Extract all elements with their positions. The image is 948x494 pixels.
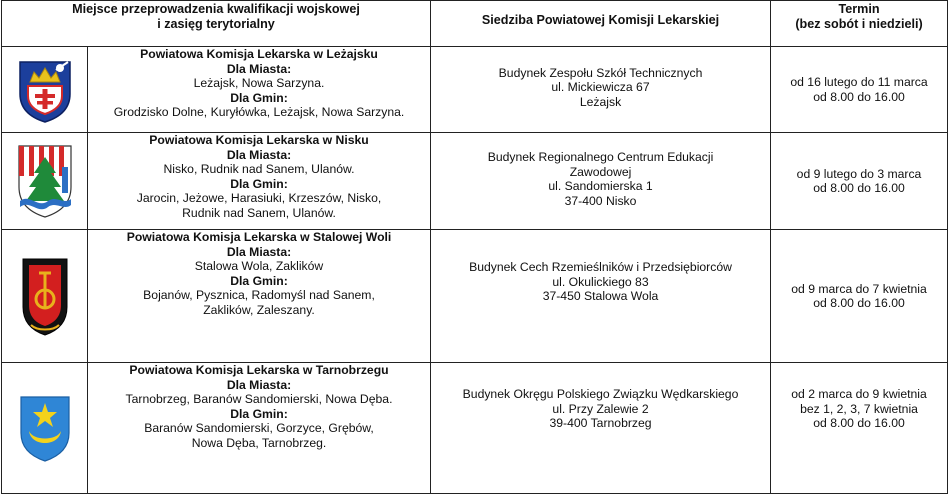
- nisko-coat-of-arms-icon: [16, 143, 74, 219]
- stalowa-wola-coat-of-arms-icon: [17, 255, 73, 337]
- qualification-cell: [88, 363, 431, 494]
- cities-list: Stalowa Wola, Zaklików: [194, 259, 324, 273]
- qualification-cell: [88, 230, 431, 363]
- qualification-cell: [88, 133, 431, 230]
- communes-list: Zaklików, Zaleszany.: [203, 302, 315, 317]
- commission-schedule-table: [1, 0, 948, 494]
- seat-cell: Budynek Okręgu Polskiego Związku Wędkarskiego ul. Przy Zalewie 2 39-400 Tarnobrzeg: [431, 363, 771, 494]
- term-cell: od 9 lutego do 3 marca od 8.00 do 16.00: [771, 133, 948, 230]
- qualification-cell: [88, 47, 431, 133]
- tarnobrzeg-coat-of-arms-icon: [17, 393, 73, 463]
- seat-cell: Budynek Regionalnego Centrum Edukacji Zawodowej ul. Sandomierska 1 37-400 Nisko: [431, 133, 771, 230]
- communes-list: Jarocin, Jeżowe, Harasiuki, Krzeszów, Nisko,: [136, 191, 382, 205]
- emblem-cell: [2, 363, 88, 494]
- cities-label: Dla Miasta:: [226, 61, 292, 76]
- emblem-cell: [2, 230, 88, 363]
- seat-cell: Budynek Zespołu Szkół Technicznych ul. Mickiewicza 67 Leżajsk: [431, 47, 771, 133]
- communes-label: Dla Gmin:: [230, 90, 288, 105]
- emblem-cell: [2, 47, 88, 133]
- header-seat: Siedziba Powiatowej Komisji Lekarskiej: [431, 1, 771, 47]
- commission-name: Powiatowa Komisja Lekarska w Leżajsku: [140, 47, 378, 61]
- cities-list: Tarnobrzeg, Baranów Sandomierski, Nowa Dęba.: [125, 392, 393, 406]
- table-row: [2, 363, 948, 494]
- lezajsk-coat-of-arms-icon: [16, 56, 74, 124]
- term-cell: od 2 marca do 9 kwietnia bez 1, 2, 3, 7 kwietnia od 8.00 do 16.00: [771, 363, 948, 494]
- term-cell: od 9 marca do 7 kwietnia od 8.00 do 16.00: [771, 230, 948, 363]
- communes-list: Bojanów, Pysznica, Radomyśl nad Sanem,: [143, 288, 375, 302]
- table-row: [2, 230, 948, 363]
- commission-name: Powiatowa Komisja Lekarska w Stalowej Woli: [126, 230, 392, 244]
- commission-name: Powiatowa Komisja Lekarska w Nisku: [149, 133, 369, 147]
- communes-label: Dla Gmin:: [230, 406, 288, 421]
- header-row: [2, 1, 948, 47]
- header-term: Termin (bez sobót i niedzieli): [771, 1, 948, 47]
- cities-label: Dla Miasta:: [226, 147, 292, 162]
- communes-list: Grodzisko Dolne, Kuryłówka, Leżajsk, Nowa Sarzyna.: [113, 105, 405, 119]
- communes-list: Nowa Dęba, Tarnobrzeg.: [191, 435, 327, 450]
- term-cell: od 16 lutego do 11 marca od 8.00 do 16.00: [771, 47, 948, 133]
- emblem-cell: [2, 133, 88, 230]
- cities-list: Nisko, Rudnik nad Sanem, Ulanów.: [163, 162, 355, 176]
- communes-list: Rudnik nad Sanem, Ulanów.: [182, 205, 336, 220]
- cities-list: Leżajsk, Nowa Sarzyna.: [193, 76, 325, 90]
- table-row: [2, 47, 948, 133]
- communes-label: Dla Gmin:: [230, 176, 288, 191]
- table-row: [2, 133, 948, 230]
- cities-label: Dla Miasta:: [226, 244, 292, 259]
- commission-name: Powiatowa Komisja Lekarska w Tarnobrzegu: [129, 363, 389, 377]
- header-qualification: Miejsce przeprowadzenia kwalifikacji wojskowej i zasięg terytorialny: [2, 1, 431, 47]
- cities-label: Dla Miasta:: [226, 377, 292, 392]
- seat-cell: Budynek Cech Rzemieślników i Przedsiębiorców ul. Okulickiego 83 37-450 Stalowa Wola: [431, 230, 771, 363]
- communes-label: Dla Gmin:: [230, 273, 288, 288]
- communes-list: Baranów Sandomierski, Gorzyce, Grębów,: [144, 421, 374, 435]
